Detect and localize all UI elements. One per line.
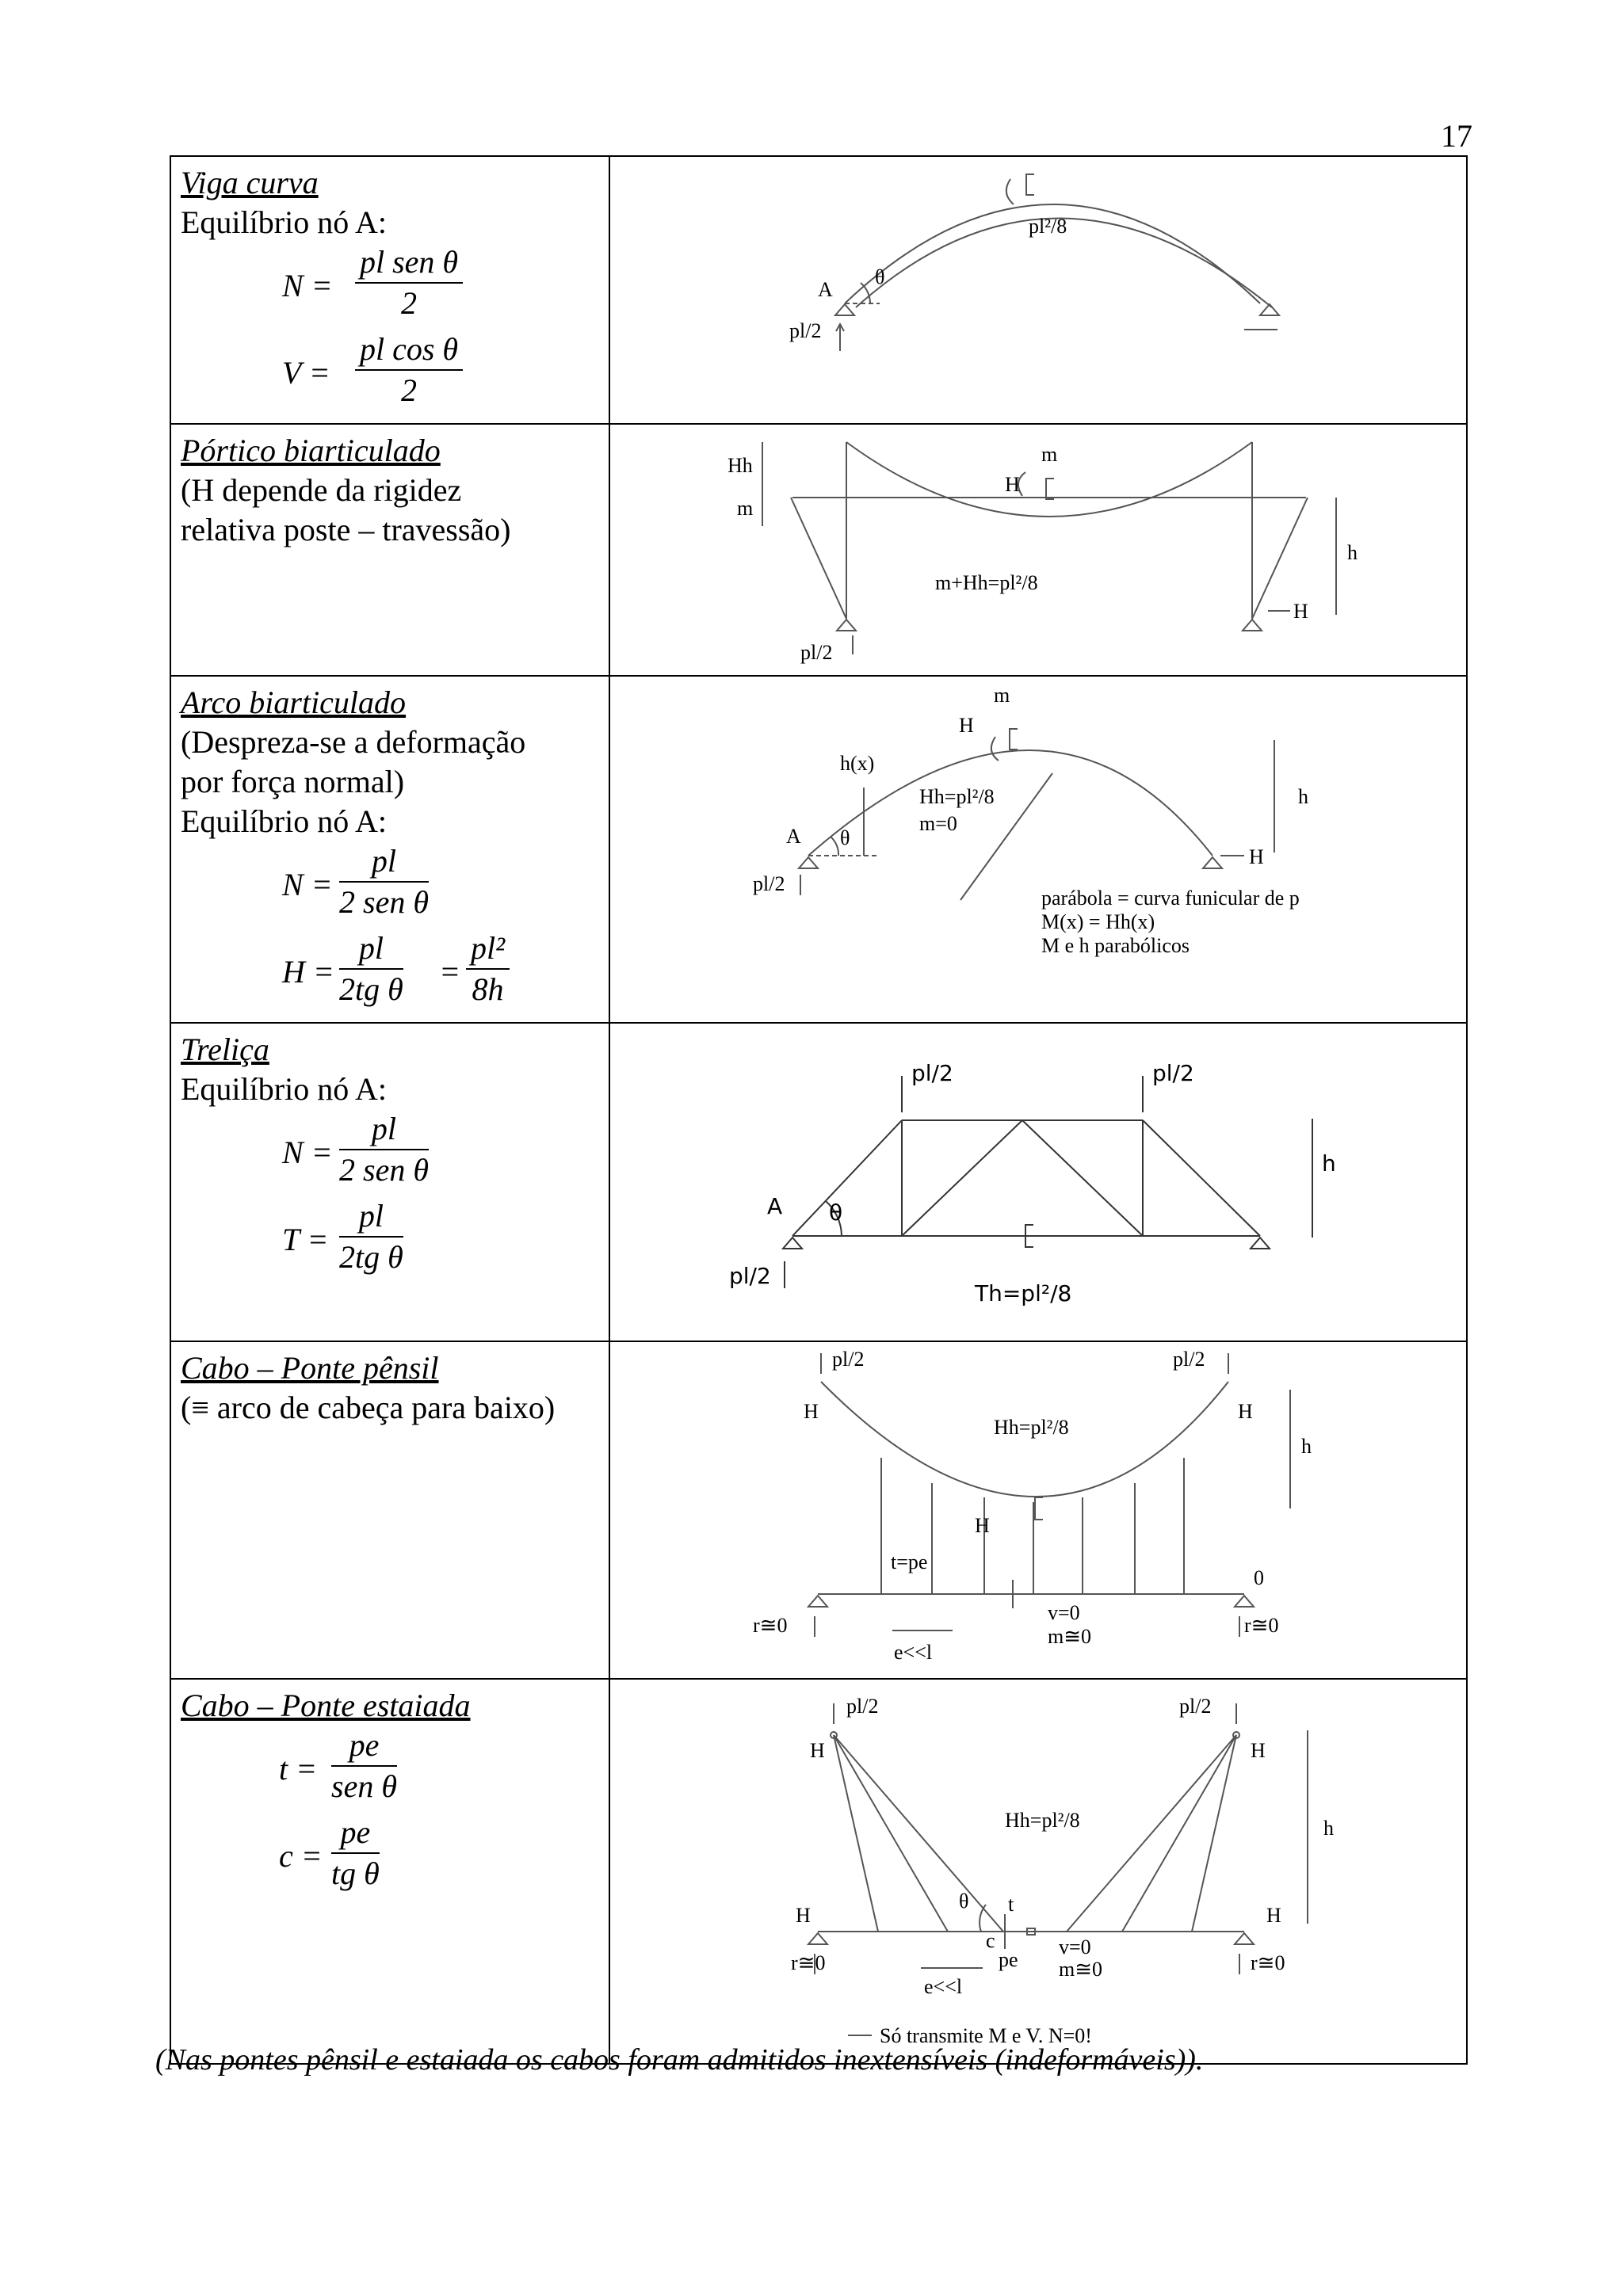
diagonal-member (1022, 1120, 1143, 1236)
h-mid-label: H (975, 1514, 990, 1537)
table-row (170, 424, 1467, 676)
formula (181, 929, 599, 1016)
formula-lhs: T = (282, 1222, 329, 1257)
h-right-label: H (1238, 1400, 1253, 1423)
table-row (170, 676, 1467, 1023)
hh-label: Hh (727, 454, 753, 477)
moment-label: m≅0 (1048, 1625, 1092, 1648)
roller-support-icon (1251, 1238, 1270, 1249)
height-label: h (1322, 1150, 1336, 1177)
shear-label: v=0 (1059, 1936, 1091, 1958)
diagram-cell (609, 1341, 1467, 1679)
stay-cable (1067, 1735, 1236, 1932)
numerator: pl sen θ (355, 242, 463, 284)
pin-support-icon (1243, 620, 1262, 631)
m-label: m (737, 497, 754, 520)
formula (181, 841, 599, 929)
reaction-label: r≅0 (791, 1951, 826, 1974)
height-label: h (1301, 1435, 1312, 1458)
moment-arrow-icon (1006, 179, 1014, 204)
hx-label: h(x) (840, 752, 875, 775)
truss-diagram (610, 1024, 1466, 1341)
reaction-label: pl/2 (789, 319, 822, 342)
row-text: (Despreza-se a deformação (181, 724, 526, 760)
formula (181, 1813, 599, 1900)
reaction-label: r≅0 (1251, 1951, 1285, 1974)
note-text: M e h parabólicos (1041, 934, 1190, 957)
section-marker-icon (1046, 479, 1054, 499)
formula (181, 242, 599, 330)
denominator: tg θ (331, 1855, 380, 1891)
load-label: pl/2 (832, 1348, 865, 1371)
equals-sign: = (439, 954, 460, 990)
section-marker-icon (1026, 174, 1034, 195)
c-label: c (986, 1929, 995, 1952)
reaction-label: r≅0 (753, 1614, 788, 1637)
row-text: (≡ arco de cabeça para baixo) (181, 1390, 556, 1425)
table-row (170, 1341, 1467, 1679)
text-cell (170, 424, 609, 676)
load-label: pl/2 (1179, 1695, 1212, 1718)
pe-label: pe (999, 1948, 1018, 1971)
angle-label: θ (840, 826, 850, 849)
formula (181, 1726, 599, 1813)
zero-label: 0 (1254, 1566, 1264, 1589)
pin-support-icon (835, 304, 854, 315)
denominator: 2tg θ (339, 1239, 403, 1275)
roller-support-icon (1235, 1596, 1254, 1607)
formula (181, 1109, 599, 1196)
stay-cable (834, 1735, 878, 1932)
load-label: pl/2 (911, 1060, 953, 1086)
diagram-cell (609, 424, 1467, 676)
page-number: 17 (1441, 118, 1472, 154)
relation-label: Hh=pl²/8 (1005, 1809, 1080, 1832)
pin-support-icon (799, 857, 818, 868)
h-right-label: H (1293, 600, 1308, 623)
pin-support-icon (808, 1933, 827, 1944)
reaction-label: pl/2 (800, 641, 833, 664)
formula-lhs: c = (279, 1838, 323, 1874)
curved-beam-diagram (610, 157, 1466, 404)
h-top-label: H (959, 714, 974, 737)
text-cell (170, 1341, 609, 1679)
relation-label: m=0 (919, 812, 957, 835)
diagram-cell (609, 156, 1467, 424)
formula (181, 330, 599, 417)
formula (181, 1196, 599, 1283)
height-label: h (1323, 1817, 1334, 1840)
table-row (170, 156, 1467, 424)
formula-lhs: t = (279, 1751, 318, 1787)
pin-support-icon (837, 620, 856, 631)
row-text: (H depende da rigidez (181, 472, 462, 508)
pin-support-icon (808, 1596, 827, 1607)
formula-lhs: N = (282, 1135, 333, 1170)
cable-stayed-bridge-diagram (610, 1680, 1466, 2063)
formula-lhs: V = (282, 355, 330, 391)
numerator: pe (331, 1813, 380, 1854)
load-label: pl/2 (846, 1695, 879, 1718)
numerator: pl (339, 841, 429, 883)
denominator: 2 (401, 285, 418, 321)
numerator: pl (339, 929, 403, 970)
fraction (339, 1109, 429, 1190)
numerator: pl cos θ (355, 330, 463, 371)
formula-lhs: N = (282, 867, 333, 902)
height-label: h (1298, 785, 1308, 808)
moment-arrow-icon (991, 737, 999, 761)
table-row (170, 1679, 1467, 2064)
fraction (355, 330, 463, 410)
denominator: 2 sen θ (339, 884, 429, 920)
diagram-cell (609, 1679, 1467, 2064)
reaction-label: r≅0 (1244, 1614, 1279, 1637)
h-label: H (1251, 1739, 1266, 1762)
row-title: Cabo – Ponte estaiada (181, 1688, 471, 1723)
angle-label: θ (959, 1890, 969, 1913)
reaction-label: pl/2 (729, 1263, 771, 1289)
cable-curve (821, 1382, 1228, 1497)
stay-cable (1122, 1735, 1236, 1932)
fraction (339, 929, 403, 1009)
pin-support-icon (1203, 857, 1222, 868)
table-row (170, 1023, 1467, 1341)
row-text: Equilíbrio nó A: (181, 1071, 387, 1107)
height-label: h (1347, 541, 1358, 564)
load-label: pl/2 (1152, 1060, 1194, 1086)
denominator: sen θ (331, 1768, 397, 1804)
portal-frame-diagram (610, 425, 1466, 675)
node-label: A (818, 278, 833, 301)
diagram-cell (609, 676, 1467, 1023)
text-cell (170, 1679, 609, 2064)
fraction (331, 1726, 397, 1806)
node-label: A (767, 1193, 783, 1219)
spacing-label: e<<l (924, 1975, 963, 1998)
two-hinged-arch-diagram (610, 677, 1466, 1014)
formula-lhs: N = (282, 268, 333, 303)
m-top-label: m (1041, 443, 1058, 466)
section-marker-icon (1035, 1497, 1043, 1520)
numerator: pl (339, 1109, 429, 1150)
moment-label: m≅0 (1059, 1958, 1103, 1981)
roller-support-icon (1235, 1933, 1254, 1944)
stay-cable (1192, 1735, 1236, 1932)
angle-label: θ (829, 1199, 843, 1226)
denominator: 2 sen θ (339, 1152, 429, 1188)
section-marker-icon (1010, 729, 1018, 749)
t-label: t (1008, 1893, 1014, 1916)
h-label: H (810, 1739, 825, 1762)
row-title: Viga curva (181, 165, 319, 200)
fraction (355, 242, 463, 323)
spacing-label: e<<l (894, 1641, 933, 1664)
node-label: A (786, 825, 801, 848)
row-text: por força normal) (181, 764, 405, 799)
moment-label: pl²/8 (1029, 215, 1067, 238)
suspension-bridge-diagram (610, 1342, 1466, 1678)
diagonal-member (902, 1120, 1022, 1236)
footnote: (Nas pontes pênsil e estaiada os cabos foram admitidos inextensíveis (indeformáveis)). (155, 2043, 1204, 2077)
fraction (466, 929, 510, 1009)
m-top-label: m (994, 684, 1010, 707)
h-label: H (796, 1904, 811, 1927)
fraction (331, 1813, 380, 1894)
formula-lhs: H = (282, 954, 334, 990)
pin-support-icon (783, 1238, 802, 1249)
numerator: pe (331, 1726, 397, 1767)
stay-cable (834, 1735, 1003, 1932)
denominator: 2tg θ (339, 971, 403, 1007)
diagonal-member (1143, 1120, 1260, 1236)
stay-cable (834, 1735, 948, 1932)
diagonal-member (792, 1120, 902, 1236)
fraction (339, 1196, 403, 1277)
row-title: Pórtico biarticulado (181, 433, 441, 468)
h-label: H (1266, 1904, 1281, 1927)
row-text: Equilíbrio nó A: (181, 204, 387, 240)
angle-label: θ (875, 265, 885, 288)
summary-table (170, 155, 1468, 2065)
h-force-label: H (1005, 473, 1020, 496)
left-post (791, 498, 846, 619)
text-cell (170, 156, 609, 424)
denominator: 8h (472, 971, 504, 1007)
note-text: Só transmite M e V. N=0! (880, 2024, 1092, 2047)
relation-label: Hh=pl²/8 (919, 785, 995, 808)
shear-label: v=0 (1048, 1601, 1080, 1624)
note-text: M(x) = Hh(x) (1041, 910, 1155, 933)
relation-label: Hh=pl²/8 (994, 1416, 1069, 1439)
reaction-label: pl/2 (753, 872, 785, 895)
row-title: Treliça (181, 1032, 269, 1067)
numerator: pl (339, 1196, 403, 1238)
h-right-label: H (1249, 845, 1264, 868)
hanger-label: t=pe (891, 1550, 928, 1573)
relation-label: Th=pl²/8 (975, 1280, 1072, 1306)
relation-label: m+Hh=pl²/8 (935, 571, 1038, 594)
diagram-cell (609, 1023, 1467, 1341)
angle-arc-icon (831, 837, 838, 856)
note-text: parábola = curva funicular de p (1041, 887, 1300, 910)
angle-arc-icon (980, 1905, 986, 1932)
load-label: pl/2 (1173, 1348, 1205, 1371)
row-text: Equilíbrio nó A: (181, 803, 387, 839)
text-cell (170, 1023, 609, 1341)
denominator: 2 (401, 372, 418, 408)
h-left-label: H (804, 1400, 819, 1423)
numerator: pl² (466, 929, 510, 970)
row-title: Cabo – Ponte pênsil (181, 1350, 439, 1386)
text-cell (170, 676, 609, 1023)
row-text: relativa poste – travessão) (181, 512, 511, 547)
row-title: Arco biarticulado (181, 685, 407, 720)
fraction (339, 841, 429, 922)
